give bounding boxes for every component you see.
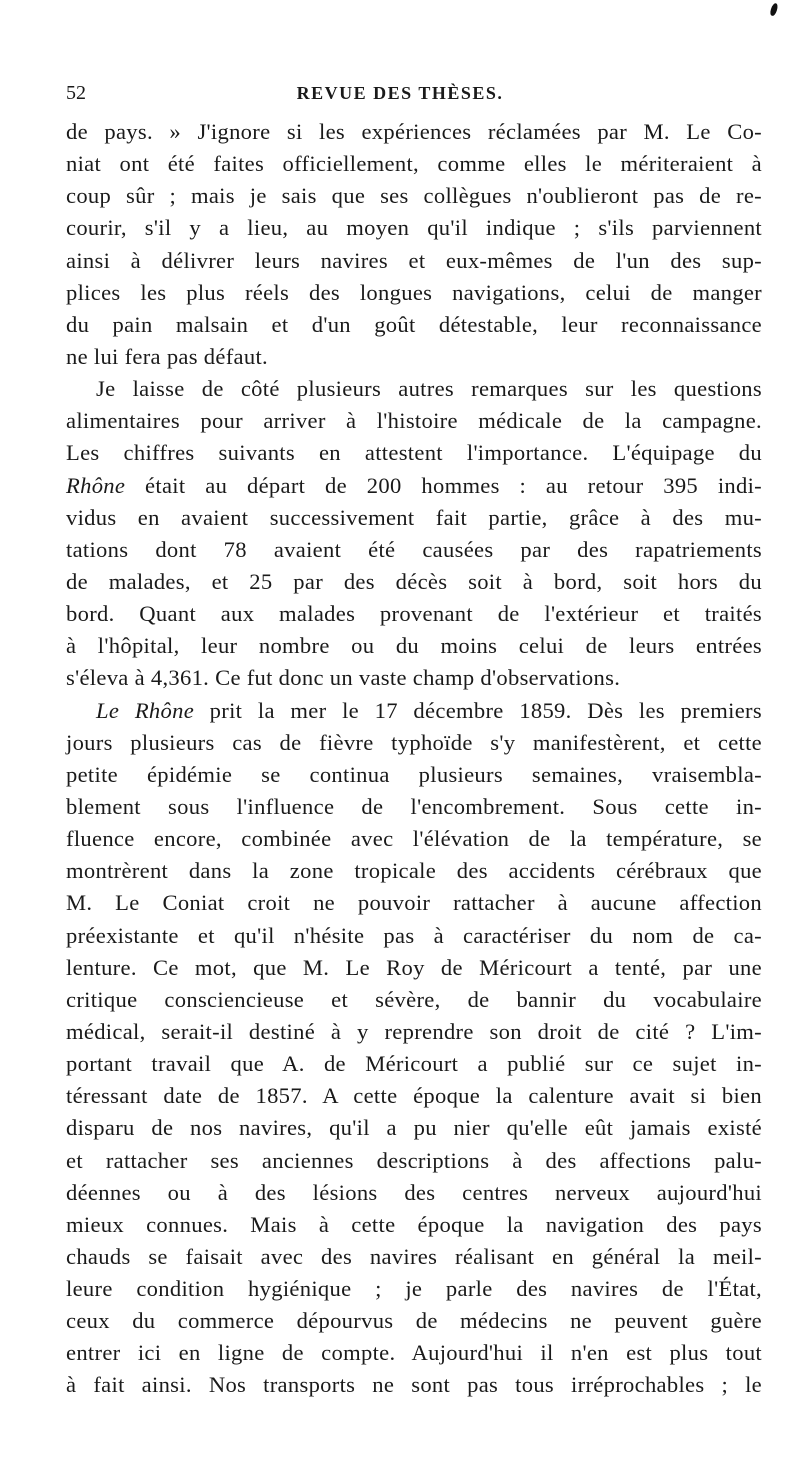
text-line: préexistante et qu'il n'hésite pas à caractériser du nom de ca- xyxy=(66,922,762,948)
text-line: de malades, et 25 par des décès soit à bord, soit hors du xyxy=(66,568,762,594)
text-line: médical, serait-il destiné à y reprendre son droit de cité ? L'im- xyxy=(66,1018,762,1044)
text-line: à l'hôpital, leur nombre ou du moins celui de leurs entrées xyxy=(66,633,762,659)
ship-name: Rhône xyxy=(66,472,126,498)
text-line: lenture. Ce mot, que M. Le Roy de Méricourt a tenté, par une xyxy=(66,954,762,980)
text-line: disparu de nos navires, qu'il a pu nier qu'elle eût jamais existé xyxy=(66,1115,762,1141)
text-line: ne lui fera pas défaut. xyxy=(66,343,268,369)
text-line: plices les plus réels des longues navigations, celui de manger xyxy=(66,279,762,305)
text-line: et rattacher ses anciennes descriptions à des affections palu- xyxy=(66,1147,762,1173)
text-line: s'éleva à 4,361. Ce fut donc un vaste champ d'observations. xyxy=(66,665,621,691)
page-number: 52 xyxy=(66,82,86,104)
running-title: REVUE DES THÈSES. xyxy=(296,83,504,103)
text-line: téressant date de 1857. A cette époque la calenture avait si bien xyxy=(66,1083,762,1109)
text-line: vidus en avaient successivement fait partie, grâce à des mu- xyxy=(66,504,762,530)
text-line: fluence encore, combinée avec l'élévation de la température, se xyxy=(66,826,762,852)
text-line: Les chiffres suivants en attestent l'importance. L'équipage du xyxy=(66,440,762,466)
text-line: alimentaires pour arriver à l'histoire médicale de la campagne. xyxy=(66,408,762,434)
text-line italic-line: Rhône était au départ de 200 hommes : au retour 395 indi- xyxy=(66,472,762,498)
text-line: critique consciencieuse et sévère, de bannir du vocabulaire xyxy=(66,986,762,1012)
text-line: chauds se faisait avec des navires réalisant en général la meil- xyxy=(66,1243,762,1269)
text-line: ceux du commerce dépourvus de médecins ne peuvent guère xyxy=(66,1308,762,1334)
text-line: tations dont 78 avaient été causées par des rapatriements xyxy=(66,536,762,562)
text-line: petite épidémie se continua plusieurs semaines, vraisembla- xyxy=(66,761,762,787)
text-line: montrèrent dans la zone tropicale des accidents cérébraux que xyxy=(66,858,762,884)
body-text xyxy=(66,116,762,1402)
text-line: jours plusieurs cas de fièvre typhoïde s'y manifestèrent, et cette xyxy=(66,729,762,755)
ship-name: Le Rhône xyxy=(96,697,195,723)
text-line: mieux connues. Mais à cette époque la navigation des pays xyxy=(66,1211,762,1237)
text-line: blement sous l'influence de l'encombrement. Sous cette in- xyxy=(66,793,762,819)
text-line: leure condition hygiénique ; je parle des navires de l'État, xyxy=(66,1276,762,1302)
text-line: à fait ainsi. Nos transports ne sont pas tous irréprochables ; le xyxy=(66,1372,762,1398)
text-line: coup sûr ; mais je sais que ses collègues n'oublieront pas de re- xyxy=(66,183,762,209)
text-line: M. Le Coniat croit ne pouvoir rattacher à aucune affection xyxy=(66,890,762,916)
text-line italic-line: Le Rhône prit la mer le 17 décembre 1859. Dès les premiers xyxy=(96,697,762,723)
text-line: entrer ici en ligne de compte. Aujourd'hui il n'en est plus tout xyxy=(66,1340,762,1366)
ink-speck xyxy=(769,2,779,16)
text-line: déennes ou à des lésions des centres nerveux aujourd'hui xyxy=(66,1179,762,1205)
text-line: de pays. » J'ignore si les expériences réclamées par M. Le Co- xyxy=(66,119,762,144)
text-line: portant travail que A. de Méricourt a publié sur ce sujet in- xyxy=(66,1051,762,1077)
text-line: ainsi à délivrer leurs navires et eux-mêmes de l'un des sup- xyxy=(66,247,762,273)
text-line: bord. Quant aux malades provenant de l'extérieur et traités xyxy=(66,601,762,627)
text-line: Je laisse de côté plusieurs autres remarques sur les questions xyxy=(96,376,762,402)
text-line: du pain malsain et d'un goût détestable, leur reconnaissance xyxy=(66,311,762,337)
text-line: courir, s'il y a lieu, au moyen qu'il indique ; s'ils parviennent xyxy=(66,215,762,241)
running-head xyxy=(66,80,762,106)
text-line: niat ont été faites officiellement, comme elles le mériteraient à xyxy=(66,151,762,177)
